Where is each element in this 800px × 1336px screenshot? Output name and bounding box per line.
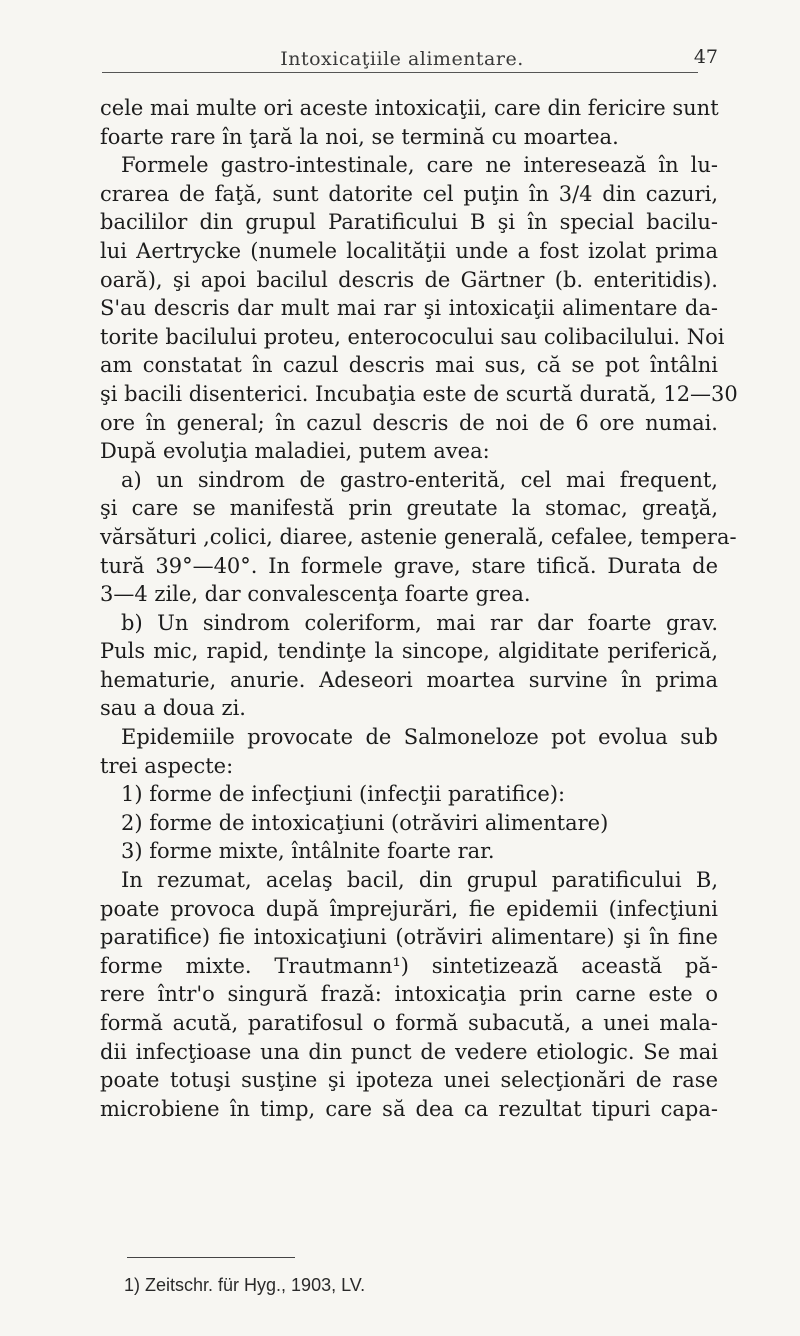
text-line: b) Un sindrom coleriform, mai rar dar foarte grav. [121,610,718,635]
text-line: tură 39°—40°. In formele grave, stare tifică. Durata de [100,553,718,578]
running-title: Intoxicaţiile alimentare. [280,48,524,70]
header-rule [102,72,698,73]
text-line: rere într'o singură frază: intoxicaţia prin carne este o [100,982,718,1007]
body-text [100,94,738,1123]
text-line: Puls mic, rapid, tendinţe la sincope, algiditate periferică, [100,639,718,664]
text-line: trei aspecte: [100,753,234,778]
text-line: oară), şi apoi bacilul descris de Gärtner (b. enteritidis). [100,267,718,292]
text-line: După evoluţia maladiei, putem avea: [100,439,490,464]
text-line: vărsături ,colici, diaree, astenie generală, cefalee, tempera- [100,524,737,549]
text-line: Epidemiile provocate de Salmoneloze pot evolua sub [121,725,718,750]
text-line: dii infecţioase una din punct de vedere etiologic. Se mai [100,1039,718,1064]
text-line: ore în general; în cazul descris de noi de 6 ore numai. [100,410,718,435]
text-line: 2) forme de intoxicaţiuni (otrăviri alimentare) [121,810,609,835]
text-line: lui Aertrycke (numele localităţii unde a fost izolat prima [100,238,718,263]
text-line: foarte rare în ţară la noi, se termină cu moartea. [100,124,619,149]
text-line: S'au descris dar mult mai rar şi intoxicaţii alimentare da- [100,296,718,321]
text-line: bacililor din grupul Paratificului B şi în special bacilu- [100,210,718,235]
text-line: cele mai multe ori aceste intoxicaţii, care din fericire sunt [100,96,719,120]
text-line: forme mixte. Trautmann¹) sintetizează această pă- [100,953,718,978]
text-line: 3—4 zile, dar convalescenţa foarte grea. [100,582,531,607]
running-header [102,44,718,70]
footnote: 1) Zeitschr. für Hyg., 1903, LV. [124,1275,366,1295]
text-line: a) un sindrom de gastro-enterită, cel mai frequent, [121,467,718,492]
text-line: microbiene în timp, care să dea ca rezultat tipuri capa- [100,1096,718,1121]
text-line: poate provoca după împrejurări, fie epidemii (infecţiuni [100,896,718,921]
text-line: am constatat în cazul descris mai sus, că se pot întâlni [100,353,718,378]
footnote-rule [127,1257,295,1258]
text-line: 3) forme mixte, întâlnite foarte rar. [121,839,495,864]
text-line: şi care se manifestă prin greutate la stomac, greaţă, [100,496,718,521]
text-line: 1) forme de infecţiuni (infecţii paratifice): [121,782,566,807]
text-line: formă acută, paratifosul o formă subacută, a unei mala- [100,1011,718,1035]
text-line: hematurie, anurie. Adeseori moartea survine în prima [100,667,718,692]
text-line: sau a doua zi. [100,696,246,721]
text-line: In rezumat, acelaş bacil, din grupul paratificului B, [121,868,718,893]
text-line: paratifice) fie intoxicaţiuni (otrăviri alimentare) şi în fine [100,925,718,950]
text-line: poate totuşi susţine şi ipoteza unei selecţionări de rase [100,1068,718,1093]
text-line: crarea de faţă, sunt datorite cel puţin în 3/4 din cazuri, [100,181,718,206]
page-number: 47 [693,46,718,68]
text-line: torite bacilului proteu, enterococului sau colibacilului. Noi [100,324,725,349]
text-line: şi bacili disenterici. Incubaţia este de scurtă durată, 12—30 [100,381,738,406]
text-line: Formele gastro-intestinale, care ne interesează în lu- [121,153,718,178]
